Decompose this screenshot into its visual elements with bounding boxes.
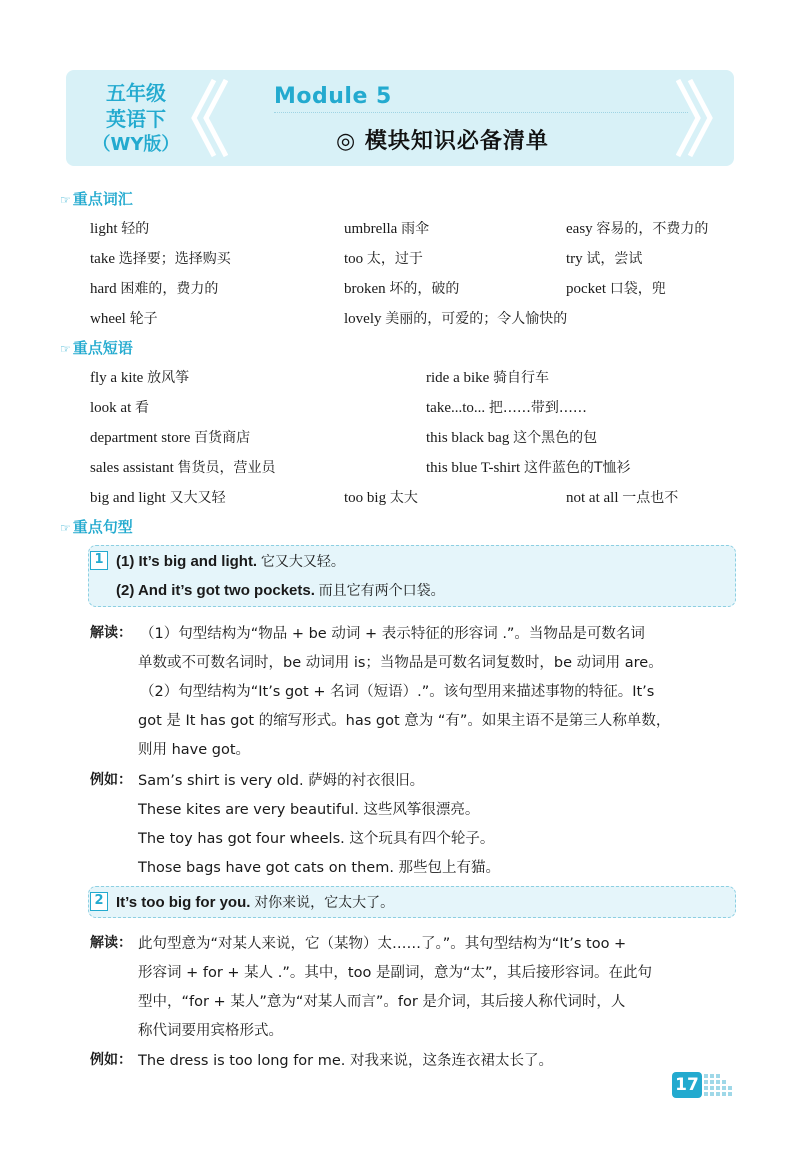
hand-pointer-icon: ☞ xyxy=(60,342,71,356)
section-phrases-heading: ☞ 重点短语 xyxy=(60,339,133,357)
phrase-item: too big 太大 xyxy=(344,490,418,506)
explain-line: 形容词 + for + 某人 .”。其中，too 是副词，意为“太”，其后接形容词。在此句 xyxy=(138,965,652,981)
explain-line: 称代词要用宾格形式。 xyxy=(138,1023,283,1039)
phrase-item: this black bag 这个黑色的包 xyxy=(426,430,598,446)
phrase-item: this blue T-shirt 这件蓝色的T恤衫 xyxy=(426,460,631,476)
explain-line: （1）句型结构为“物品 + be 动词 + 表示特征的形容词 .”。当物品是可数名词 xyxy=(140,626,645,642)
grade-label xyxy=(80,80,192,158)
example-label: 例如： xyxy=(90,1052,132,1068)
explain-line: 型中，“for + 某人”意为“对某人而言”。for 是介词，其后接人称代词时，人 xyxy=(138,994,626,1010)
page-number: 17 xyxy=(672,1072,702,1098)
explain-label: 解读： xyxy=(90,935,132,951)
header-banner xyxy=(66,70,734,166)
page-title: ◎ 模块知识必备清单 xyxy=(336,129,549,154)
chevron-right-decoration xyxy=(676,78,720,158)
vocab-item: too 太，过于 xyxy=(344,251,423,267)
vocab-item: light 轻的 xyxy=(90,221,150,237)
example-line: Sam’s shirt is very old. 萨姆的衬衣很旧。 xyxy=(138,773,425,789)
section-sentences-heading: ☞ 重点句型 xyxy=(60,518,133,536)
module-title: Module 5 xyxy=(274,84,392,109)
vocab-item: try 试，尝试 xyxy=(566,251,643,267)
vocab-item: umbrella 雨伞 xyxy=(344,221,430,237)
phrase-item: sales assistant 售货员，营业员 xyxy=(90,460,276,476)
phrase-item: big and light 又大又轻 xyxy=(90,490,226,506)
explain-line: 此句型意为“对某人来说，它（某物）太……了。”。其句型结构为“It’s too + xyxy=(138,936,627,952)
sentence-1-line-1: (1) It’s big and light. 它又大又轻。 xyxy=(116,553,345,570)
example-label: 例如： xyxy=(90,772,132,788)
sentence-2-line: It’s too big for you. 对你来说，它太大了。 xyxy=(116,894,395,911)
example-line: These kites are very beautiful. 这些风筝很漂亮。 xyxy=(138,802,480,818)
vocab-item: wheel 轮子 xyxy=(90,311,158,327)
section-vocab-heading: ☞ 重点词汇 xyxy=(60,190,133,208)
phrase-item: look at 看 xyxy=(90,400,149,416)
sentence-number-badge: 1 xyxy=(90,551,108,570)
example-line: Those bags have got cats on them. 那些包上有猫。 xyxy=(138,860,501,876)
vocab-item: hard 困难的，费力的 xyxy=(90,281,219,297)
example-line: The dress is too long for me. 对我来说，这条连衣裙太长了。 xyxy=(138,1053,554,1069)
vocab-item: easy 容易的，不费力的 xyxy=(566,221,709,237)
vocab-item: pocket 口袋，兜 xyxy=(566,281,666,297)
explain-line: got 是 It has got 的缩写形式。has got 意为 “有”。如果主语不是第三人称单数， xyxy=(138,713,671,729)
dot-grid-decoration xyxy=(704,1074,736,1096)
module-divider xyxy=(274,112,688,113)
explain-label: 解读： xyxy=(90,625,132,641)
phrase-item: not at all 一点也不 xyxy=(566,490,679,506)
chevron-left-decoration xyxy=(184,78,228,158)
sentence-number-badge: 2 xyxy=(90,892,108,911)
hand-pointer-icon: ☞ xyxy=(60,521,71,535)
explain-line: （2）句型结构为“It’s got + 名词（短语）.”。该句型用来描述事物的特征。It’s xyxy=(140,684,655,700)
grade-line-1: 五年级 xyxy=(106,81,166,105)
grade-line-3: （WY版） xyxy=(92,134,180,155)
vocab-item: lovely 美丽的，可爱的；令人愉快的 xyxy=(344,311,568,327)
phrase-item: department store 百货商店 xyxy=(90,430,251,446)
vocab-item: broken 坏的，破的 xyxy=(344,281,460,297)
example-line: The toy has got four wheels. 这个玩具有四个轮子。 xyxy=(138,831,495,847)
phrase-item: ride a bike 骑自行车 xyxy=(426,370,550,386)
vocab-item: take 选择要；选择购买 xyxy=(90,251,231,267)
phrase-item: fly a kite 放风筝 xyxy=(90,370,190,386)
grade-line-2: 英语下 xyxy=(106,107,166,131)
sentence-1-line-2: (2) And it’s got two pockets. 而且它有两个口袋。 xyxy=(116,582,445,599)
explain-line: 则用 have got。 xyxy=(138,742,251,758)
phrase-item: take...to... 把……带到…… xyxy=(426,400,587,416)
explain-line: 单数或不可数名词时，be 动词用 is；当物品是可数名词复数时，be 动词用 are。 xyxy=(138,655,663,671)
hand-pointer-icon: ☞ xyxy=(60,193,71,207)
